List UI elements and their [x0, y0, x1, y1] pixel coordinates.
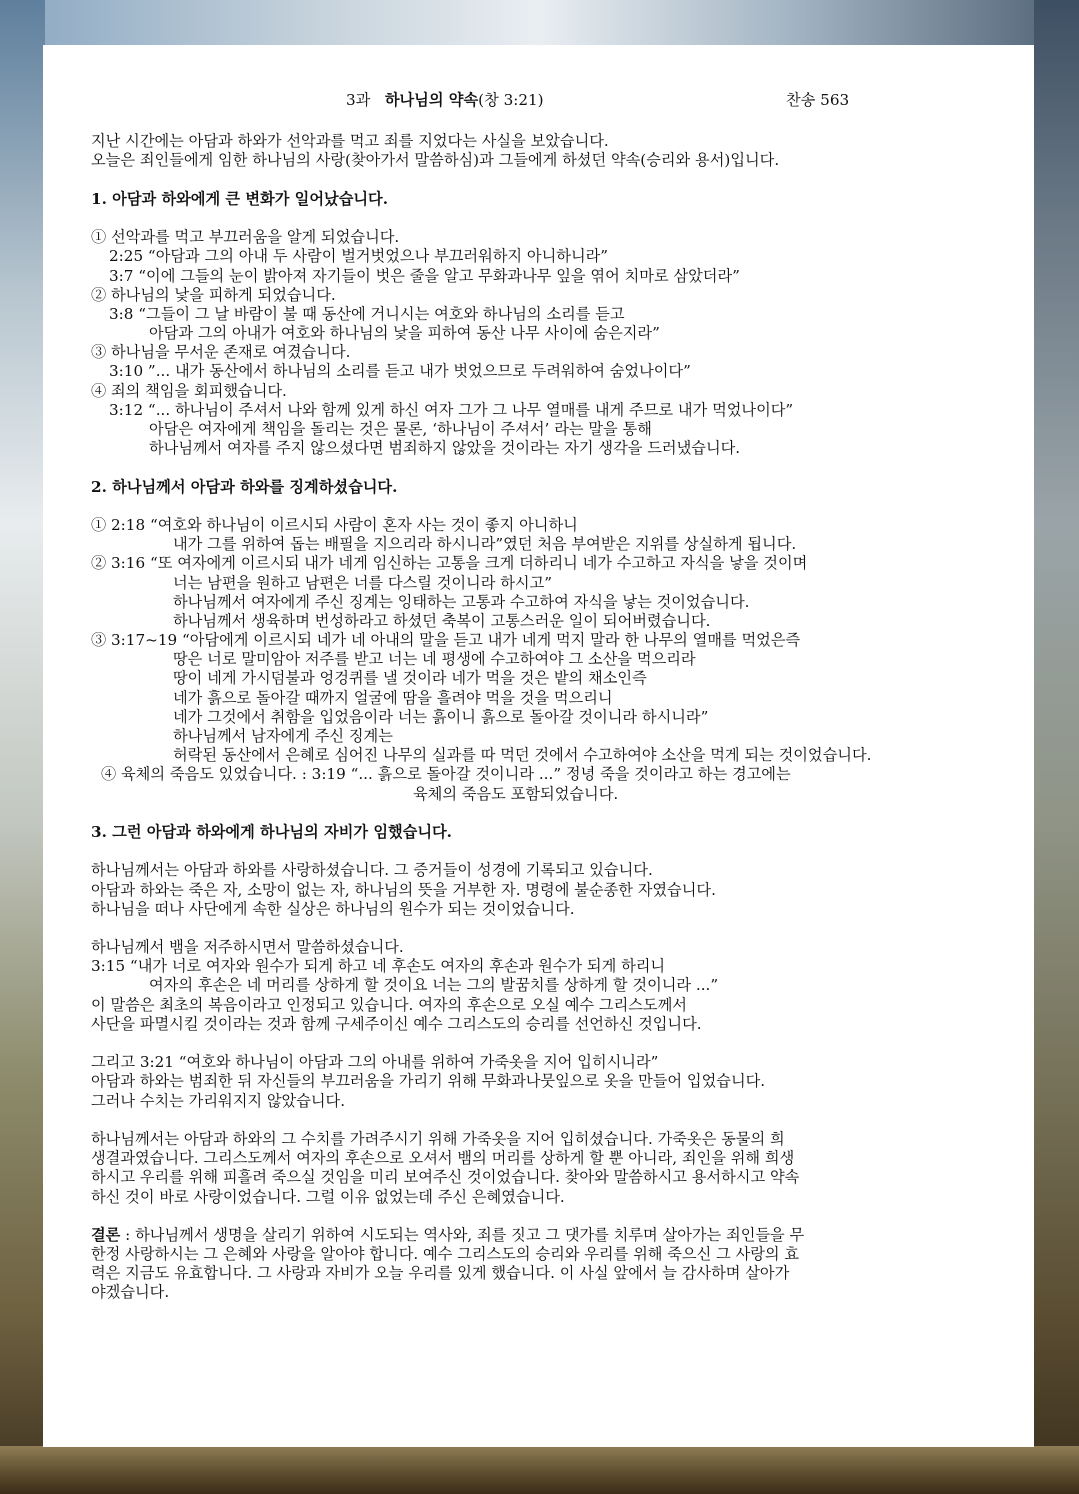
section-2-line: ③ 3:17~19 “아담에게 이르시되 네가 네 아내의 말을 듣고 내가 네게 먹지 말라 한 나무의 열매를 먹었은즉 [91, 631, 801, 650]
section-3-line: 하나님께서 뱀을 저주하시면서 말씀하셨습니다. [91, 938, 404, 957]
section-1-line: ③ 하나님을 무서운 존재로 여겼습니다. [91, 343, 351, 362]
section-1-line: 3:8 “그들이 그 날 바람이 불 때 동산에 거니시는 여호와 하나님의 소리를 듣고 [109, 304, 625, 323]
conclusion-line: 야겠습니다. [91, 1283, 170, 1302]
section-2-line: ④ 육체의 죽음도 있었습니다. : 3:19 “... 흙으로 돌아갈 것이니라 ...” 정녕 죽을 것이라고 하는 경고에는 [101, 765, 791, 784]
lesson-reference: (창 3:21) [478, 91, 544, 109]
hymn-number: 찬송 563 [786, 91, 850, 109]
section-1-line: 3:10 ”... 내가 동산에서 하나님의 소리를 듣고 내가 벗었으므로 두려워하여 숨었나이다” [109, 362, 691, 381]
section-3-line: 하시고 우리를 위해 피흘려 죽으실 것임을 미리 보여주신 것이었습니다. 찾아와 말씀하시고 용서하시고 약속 [91, 1168, 800, 1187]
section-1-line: 아담은 여자에게 책임을 돌리는 것은 물론, ‘하나님이 주셔서’ 라는 말을 통해 [149, 420, 652, 438]
section-2-line: 허락된 동산에서 은혜로 심어진 나무의 실과를 따 먹던 것에서 수고하여야 소산을 먹게 되는 것이었습니다. [173, 746, 872, 765]
section-1-line: 2:25 “아담과 그의 아내 두 사람이 벌거벗었으나 부끄러워하지 아니하니라” [109, 247, 609, 266]
section-2-line: 땅이 네게 가시덤불과 엉겅퀴를 낼 것이라 네가 먹을 것은 밭의 채소인즉 [173, 669, 647, 688]
section-3-line: 하신 것이 바로 사랑이었습니다. 그럴 이유 없었는데 주신 은혜였습니다. [91, 1187, 565, 1206]
conclusion-line [91, 1226, 986, 1245]
section-1-line: ① 선악과를 먹고 부끄러움을 알게 되었습니다. [91, 228, 400, 247]
section-3-line: 여자의 후손은 네 머리를 상하게 할 것이요 너는 그의 발꿈치를 상하게 할 것이니라 ...” [149, 976, 719, 995]
background-landscape [0, 1446, 1079, 1494]
conclusion-line: 한정 사랑하시는 그 은혜와 사랑을 알아야 합니다. 예수 그리스도의 승리와 우리를 위해 죽으신 그 사랑의 효 [91, 1245, 800, 1264]
section-1-line: 아담과 그의 아내가 여호와 하나님의 낯을 피하여 동산 나무 사이에 숨은지라” [149, 324, 660, 343]
section-3-line: 하나님을 떠나 사단에게 속한 실상은 하나님의 원수가 되는 것이었습니다. [91, 899, 575, 918]
document-header [91, 91, 986, 110]
background-sky [0, 0, 1079, 45]
conclusion-line: 력은 지금도 유효합니다. 그 사랑과 자비가 오늘 우리를 있게 했습니다. 이 사실 앞에서 늘 감사하며 살아가 [91, 1264, 790, 1283]
section-2-line: ① 2:18 “여호와 하나님이 이르시되 사람이 혼자 사는 것이 좋지 아니하니 [91, 515, 578, 534]
section-2-heading: 2. 하나님께서 아담과 하와를 징계하셨습니다. [91, 477, 398, 496]
section-2-line: 하나님께서 여자에게 주신 징계는 잉태하는 고통과 수고하여 자식을 낳는 것이었습니다. [173, 592, 750, 611]
section-2-line: 하나님께서 남자에게 주신 징계는 [173, 727, 393, 745]
section-3-line: 아담과 하와는 죽은 자, 소망이 없는 자, 하나님의 뜻을 거부한 자. 명령에 불순종한 자였습니다. [91, 880, 716, 899]
section-2-line: 땅은 너로 말미암아 저주를 받고 너는 네 평생에 수고하여야 그 소산을 먹으리라 [173, 650, 696, 669]
section-1-heading: 1. 아담과 하와에게 큰 변화가 일어났습니다. [91, 189, 388, 208]
background-left [0, 0, 45, 1494]
intro-line: 지난 시간에는 아담과 하와가 선악과를 먹고 죄를 지었다는 사실을 보았습니다. [91, 132, 609, 151]
background-right [1034, 0, 1079, 1494]
lesson-title: 하나님의 약속 [384, 91, 479, 109]
section-1-line: ④ 죄의 책임을 회피했습니다. [91, 381, 287, 400]
section-1-line: 3:12 “... 하나님이 주셔서 나와 함께 있게 하신 여자 그가 그 나무 열매를 내게 주므로 내가 먹었나이다” [109, 400, 794, 419]
section-2-line: 네가 그것에서 취함을 입었음이라 너는 흙이니 흙으로 돌아갈 것이니라 하시니라” [173, 707, 709, 726]
section-3-line: 이 말씀은 최초의 복음이라고 인정되고 있습니다. 여자의 후손으로 오실 예수 그리스도께서 [91, 995, 687, 1014]
lesson-title-line [346, 91, 544, 110]
document-page [43, 45, 1034, 1447]
section-3-heading: 3. 그런 아담과 하와에게 하나님의 자비가 임했습니다. [91, 822, 452, 841]
lesson-number: 3과 [346, 91, 371, 109]
section-3-line: 3:15 “내가 너로 여자와 원수가 되게 하고 네 후손도 여자의 후손과 원수가 되게 하리니 [91, 957, 666, 976]
section-3-line: 아담과 하와는 범죄한 뒤 자신들의 부끄러움을 가리기 위해 무화과나뭇잎으로 옷을 만들어 입었습니다. [91, 1072, 766, 1091]
section-3-line: 그리고 3:21 “여호와 하나님이 아담과 그의 아내를 위하여 가죽옷을 지어 입히시니라” [91, 1053, 659, 1072]
section-2-line: 육체의 죽음도 포함되었습니다. [413, 784, 619, 803]
section-3-line: 사단을 파멸시킬 것이라는 것과 함께 구세주이신 예수 그리스도의 승리를 선언하신 것입니다. [91, 1014, 702, 1033]
section-2-line: ② 3:16 “또 여자에게 이르시되 내가 네게 임신하는 고통을 크게 더하리니 네가 수고하고 자식을 낳을 것이며 [91, 554, 808, 573]
section-3-line: 생결과였습니다. 그리스도께서 여자의 후손으로 오셔서 뱀의 머리를 상하게 할 뿐 아니라, 죄인을 위해 희생 [91, 1149, 795, 1168]
section-3-line: 하나님께서는 아담과 하와의 그 수치를 가려주시기 위해 가죽옷을 지어 입히셨습니다. 가죽옷은 동물의 희 [91, 1129, 785, 1148]
section-2-line: 네가 흙으로 돌아갈 때까지 얼굴에 땀을 흘려야 먹을 것을 먹으리니 [173, 688, 613, 707]
section-1-line: 3:7 “이에 그들의 눈이 밝아져 자기들이 벗은 줄을 알고 무화과나무 잎을 엮어 치마로 삼았더라” [109, 266, 740, 285]
section-3-line: 그러나 수치는 가리워지지 않았습니다. [91, 1091, 346, 1110]
section-2-line: 하나님께서 생육하며 번성하라고 하셨던 축복이 고통스러운 일이 되어버렸습니다. [173, 611, 711, 630]
conclusion-label: 결론 [91, 1225, 121, 1244]
section-2-line: 내가 그를 위하여 돕는 배필을 지으리라 하시니라”였던 처음 부여받은 지위를 상실하게 됩니다. [173, 535, 797, 554]
section-1-line: ② 하나님의 낯을 피하게 되었습니다. [91, 285, 336, 304]
section-3-line: 하나님께서는 아담과 하와를 사랑하셨습니다. 그 증거들이 성경에 기록되고 있습니다. [91, 861, 653, 880]
conclusion-text: : 하나님께서 생명을 살리기 위하여 시도되는 역사와, 죄를 짓고 그 댓가를 치루며 살아가는 죄인들을 무 [120, 1225, 805, 1244]
intro-line: 오늘은 죄인들에게 임한 하나님의 사랑(찾아가서 말씀하심)과 그들에게 하셨던 약속(승리와 용서)입니다. [91, 151, 780, 170]
section-2-line: 너는 남편을 원하고 남편은 너를 다스릴 것이니라 하시고” [173, 573, 552, 592]
section-1-line: 하나님께서 여자를 주지 않으셨다면 범죄하지 않았을 것이라는 자기 생각을 드러냈습니다. [149, 439, 741, 458]
